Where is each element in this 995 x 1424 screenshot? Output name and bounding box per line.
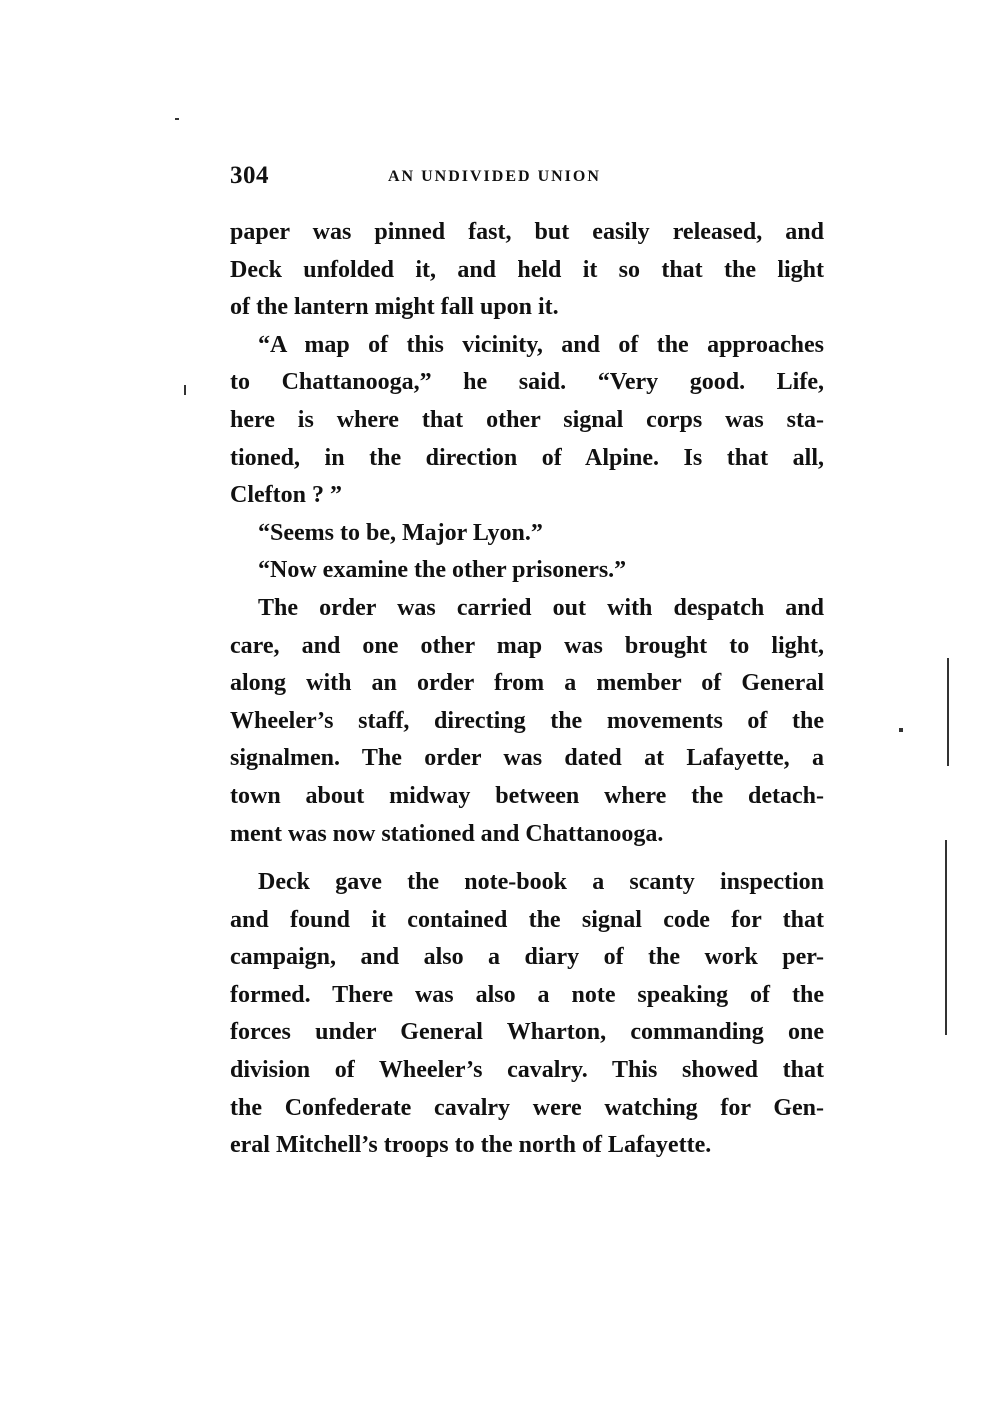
text-line: “Seems to be, Major Lyon.” xyxy=(258,519,543,546)
paragraph xyxy=(230,327,824,515)
paragraph xyxy=(230,590,824,853)
text-line: care, and one other map was brought to light, xyxy=(230,632,824,659)
scan-mark xyxy=(175,118,179,120)
text-line: forces under General Wharton, commanding one xyxy=(230,1019,824,1046)
running-title: AN UNDIVIDED UNION xyxy=(388,168,601,185)
page-header xyxy=(230,162,830,198)
text-line: to Chattanooga,” he said. “Very good. Life, xyxy=(230,369,824,396)
text-line: town about midway between where the detach- xyxy=(230,782,824,809)
paragraph xyxy=(230,214,824,327)
text-line: ment was now stationed and Chattanooga. xyxy=(230,820,664,847)
scan-mark xyxy=(899,728,903,732)
paragraph-gap xyxy=(230,853,824,864)
scan-mark xyxy=(947,658,949,766)
text-line: Clefton ? ” xyxy=(230,482,342,509)
text-line: tioned, in the direction of Alpine. Is that all, xyxy=(230,444,824,471)
scan-mark xyxy=(945,840,947,1035)
text-line: division of Wheeler’s cavalry. This showed that xyxy=(230,1057,824,1084)
text-line: of the lantern might fall upon it. xyxy=(230,294,559,321)
text-line: The order was carried out with despatch and xyxy=(258,594,824,621)
text-line: campaign, and also a diary of the work per- xyxy=(230,944,824,971)
text-line: paper was pinned fast, but easily released, and xyxy=(230,219,824,245)
text-line: and found it contained the signal code for that xyxy=(230,906,824,933)
scan-mark xyxy=(184,385,186,395)
paragraph xyxy=(230,515,824,553)
body-text xyxy=(230,214,824,1165)
text-line: formed. There was also a note speaking of the xyxy=(230,981,824,1008)
text-line: here is where that other signal corps was sta- xyxy=(230,406,824,433)
text-line: Deck gave the note-book a scanty inspection xyxy=(258,869,824,896)
text-line: signalmen. The order was dated at Lafayette, a xyxy=(230,745,824,772)
text-line: “A map of this vicinity, and of the approaches xyxy=(258,331,824,358)
text-line: along with an order from a member of General xyxy=(230,670,824,697)
text-line: “Now examine the other prisoners.” xyxy=(258,557,627,584)
text-line: Wheeler’s staff, directing the movements of the xyxy=(230,707,824,734)
paragraph xyxy=(230,864,824,1165)
paragraph xyxy=(230,552,824,590)
text-line: Deck unfolded it, and held it so that the light xyxy=(230,256,824,283)
text-line: eral Mitchell’s troops to the north of Lafayette. xyxy=(230,1132,712,1159)
page-number: 304 xyxy=(230,162,269,189)
text-line: the Confederate cavalry were watching for Gen- xyxy=(230,1094,824,1121)
